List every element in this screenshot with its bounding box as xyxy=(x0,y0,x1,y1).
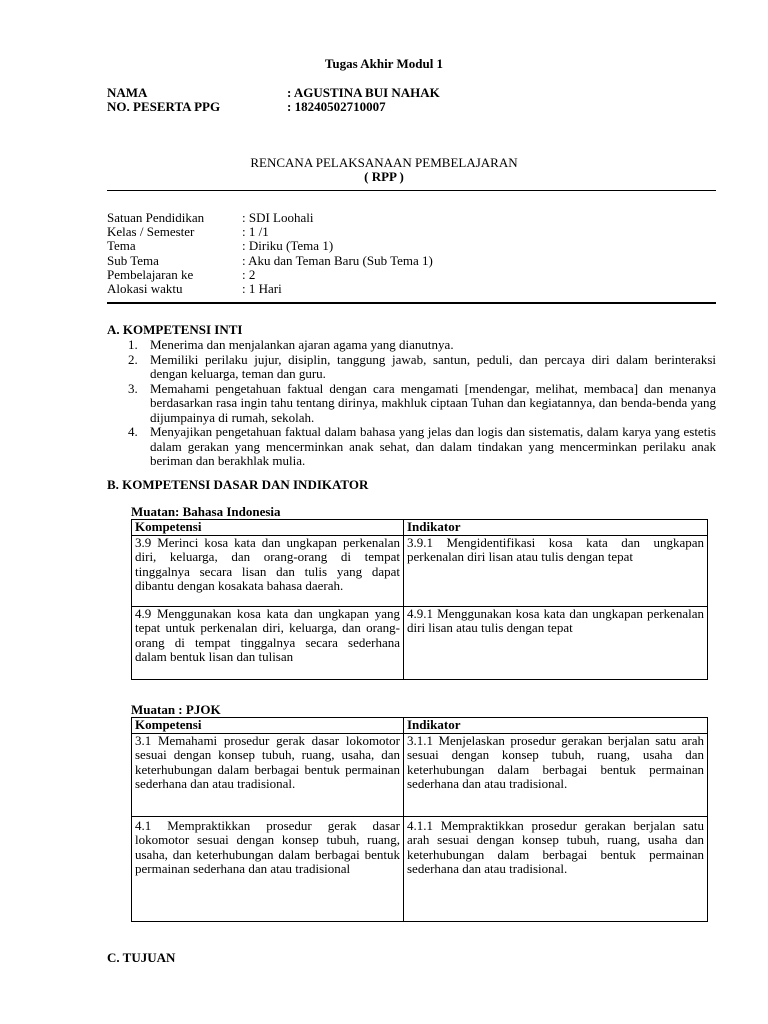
table-row xyxy=(132,606,708,679)
list-item xyxy=(107,338,716,353)
rpp-subtitle: ( RPP ) xyxy=(364,169,404,184)
meta-value: : Aku dan Teman Baru (Sub Tema 1) xyxy=(242,253,433,268)
pjok-table xyxy=(131,717,708,922)
list-text: Memiliki perilaku jujur, disiplin, tanggung jawab, santun, peduli, dan percaya diri dalam berinteraksi dengan keluarga, teman dan guru. xyxy=(150,351,716,381)
meta-value: : 1 Hari xyxy=(242,281,282,296)
list-text: Menerima dan menjalankan ajaran agama yang dianutnya. xyxy=(150,337,454,352)
ppg-number-label: NO. PESERTA PPG xyxy=(107,99,221,114)
muatan-bahasa-title: Muatan: Bahasa Indonesia xyxy=(131,504,281,519)
meta-label: Pembelajaran ke xyxy=(107,267,194,282)
list-text: Menyajikan pengetahuan faktual dalam bahasa yang jelas dan logis dan sistematis, dalam karya yang estetis dalam gerakan yang mencerminkan anak sehat, dan dalam tindakan yang mencerminkan perilaku anak beriman dan berakhlak mulia. xyxy=(150,424,716,468)
table-header-row xyxy=(132,718,708,734)
section-a-heading: A. KOMPETENSI INTI xyxy=(107,322,243,337)
meta-value: : 1 /1 xyxy=(242,224,269,239)
list-number: 4. xyxy=(128,424,138,439)
table-header-row xyxy=(132,520,708,536)
meta-value: : 2 xyxy=(242,267,256,282)
meta-label: Kelas / Semester xyxy=(107,224,195,239)
ppg-number-value: : 18240502710007 xyxy=(287,99,386,114)
col-kompetensi-header: Kompetensi xyxy=(132,520,404,536)
meta-label: Sub Tema xyxy=(107,253,159,268)
col-indikator-header: Indikator xyxy=(404,520,708,536)
divider-meta xyxy=(107,302,716,304)
list-item xyxy=(107,382,716,426)
kompetensi-cell: 4.9 Menggunakan kosa kata dan ungkapan yang tepat untuk perkenalan diri, keluarga, dan orang-orang di tempat tinggalnya secara sederhana dalam bentuk lisan dan tulisan xyxy=(132,606,404,679)
indikator-cell: 3.9.1 Mengidentifikasi kosa kata dan ungkapan perkenalan diri lisan atau tulis dengan tepat xyxy=(404,535,708,606)
kompetensi-inti-list xyxy=(107,338,716,469)
list-item xyxy=(107,425,716,469)
list-number: 1. xyxy=(128,337,138,352)
kompetensi-cell: 3.9 Merinci kosa kata dan ungkapan perkenalan diri, keluarga, dan orang-orang di tempat tinggalnya secara lisan dan tulis yang dapat dibantu dengan kosakata bahasa daerah. xyxy=(132,535,404,606)
name-label: NAMA xyxy=(107,85,148,100)
meta-value: : SDI Loohali xyxy=(242,210,314,225)
list-item xyxy=(107,353,716,382)
divider-top xyxy=(107,190,716,191)
table-row xyxy=(132,816,708,921)
section-c-heading: C. TUJUAN xyxy=(107,950,176,965)
rpp-title: RENCANA PELAKSANAAN PEMBELAJARAN xyxy=(250,155,518,170)
table-row xyxy=(132,535,708,606)
indikator-cell: 3.1.1 Menjelaskan prosedur gerakan berjalan satu arah sesuai dengan konsep tubuh, ruang, usaha dan keterhubungan dalam berbagai bentuk permainan sederhana dan atau tradisional. xyxy=(404,733,708,816)
bahasa-table xyxy=(131,519,708,680)
document-title: Tugas Akhir Modul 1 xyxy=(324,56,444,71)
kompetensi-cell: 3.1 Memahami prosedur gerak dasar lokomotor sesuai dengan konsep tubuh, ruang, usaha, dan keterhubungan dalam berbagai bentuk permainan sederhana dan atau tradisional. xyxy=(132,733,404,816)
meta-label: Tema xyxy=(107,238,136,253)
meta-value: : Diriku (Tema 1) xyxy=(242,238,334,253)
col-indikator-header: Indikator xyxy=(404,718,708,734)
kompetensi-cell: 4.1 Mempraktikkan prosedur gerak dasar lokomotor sesuai dengan konsep tubuh, ruang, usaha, dan keterhubungan dalam berbagai bentuk permainan sederhana dan atau tradisional xyxy=(132,816,404,921)
meta-label: Alokasi waktu xyxy=(107,281,183,296)
indikator-cell: 4.1.1 Mempraktikkan prosedur gerakan berjalan satu arah sesuai dengan konsep tubuh, ruang, usaha dan keterhubungan dalam berbagai bentuk permainan sederhana dan atau tradisional. xyxy=(404,816,708,921)
name-value: : AGUSTINA BUI NAHAK xyxy=(287,85,440,100)
section-b-heading: B. KOMPETENSI DASAR DAN INDIKATOR xyxy=(107,477,369,492)
muatan-pjok-title: Muatan : PJOK xyxy=(131,702,221,717)
list-number: 3. xyxy=(128,380,138,396)
col-kompetensi-header: Kompetensi xyxy=(132,718,404,734)
list-text: Memahami pengetahuan faktual dengan cara mengamati [mendengar, melihat, membaca] dan menanya berdasarkan rasa ingin tahu tentang dirinya, makhluk ciptaan Tuhan dan kegiatannya, dan benda-benda yang dijumpainya di rumah, sekolah. xyxy=(150,380,716,425)
indikator-cell: 4.9.1 Menggunakan kosa kata dan ungkapan perkenalan diri lisan atau tulis dengan tepat xyxy=(404,606,708,679)
meta-label: Satuan Pendidikan xyxy=(107,210,205,225)
list-number: 2. xyxy=(128,351,138,367)
table-row xyxy=(132,733,708,816)
